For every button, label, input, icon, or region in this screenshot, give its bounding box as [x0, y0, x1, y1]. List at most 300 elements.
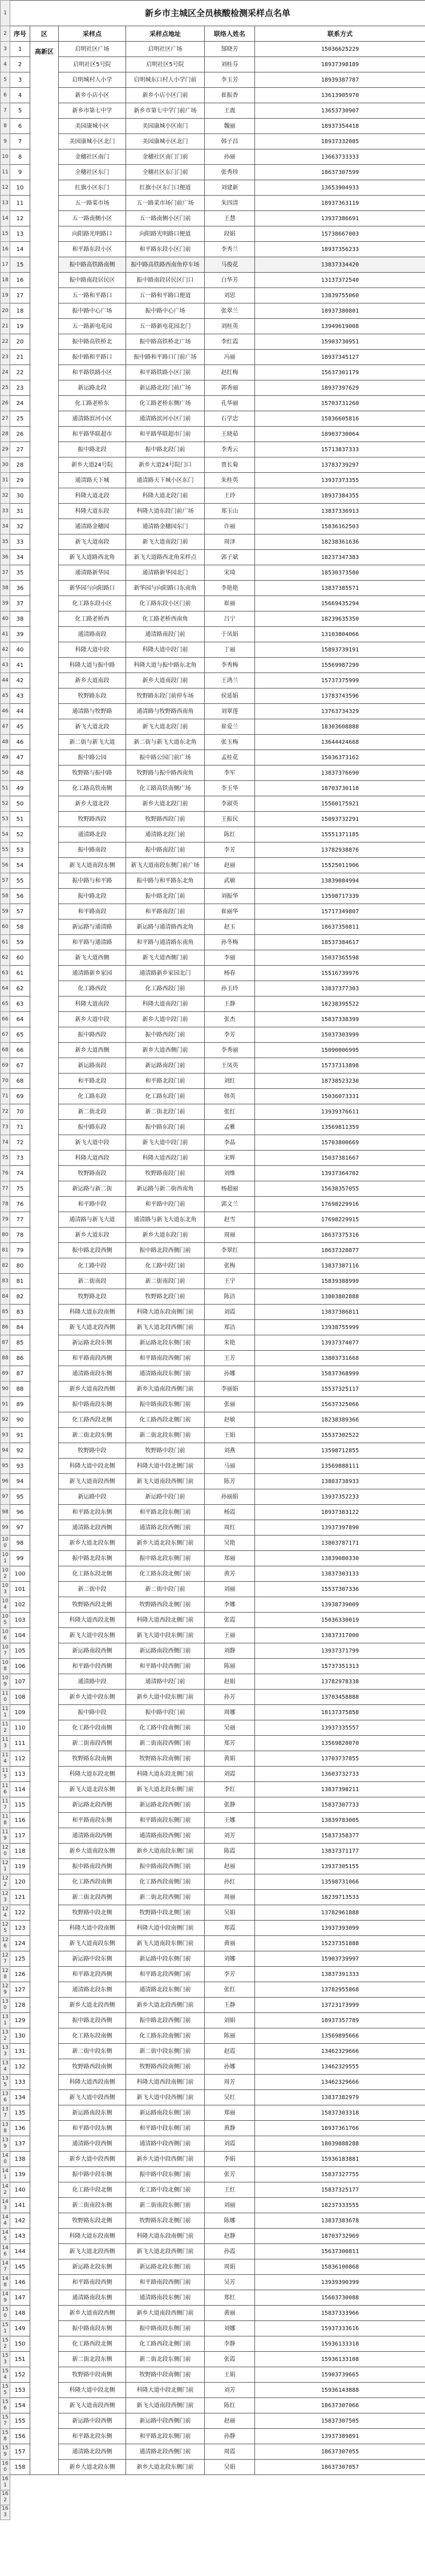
table-row [1, 457, 425, 473]
row-number[interactable]: 69 [1, 1058, 10, 1074]
table-row [1, 1505, 425, 1520]
row-number[interactable]: 102 [1, 1566, 10, 1582]
row-number[interactable]: 30 [1, 457, 10, 473]
table-row [1, 1212, 425, 1228]
address-cell: 和平路铁路小区门前 [126, 365, 205, 380]
row-number[interactable]: 45 [1, 688, 10, 704]
row-number[interactable]: 133 [1, 2044, 10, 2059]
site-cell: 科隆大道西段南侧 [59, 2075, 126, 2090]
row-number[interactable]: 47 [1, 719, 10, 735]
row-number[interactable]: 66 [1, 1012, 10, 1027]
phone-cell: 18303608888 [255, 719, 425, 735]
row-number[interactable]: 149 [1, 2290, 10, 2306]
row-number[interactable]: 152 [1, 2336, 10, 2352]
phone-cell: 13837383678 [255, 2213, 425, 2229]
row-number[interactable]: 35 [1, 534, 10, 550]
row-number[interactable]: 142 [1, 2182, 10, 2198]
row-number[interactable]: 116 [1, 1782, 10, 1797]
address-cell: 和平路华联超市门前 [126, 427, 205, 442]
row-number[interactable]: 122 [1, 1874, 10, 1890]
row-number[interactable]: 63 [1, 966, 10, 981]
row-number[interactable]: 121 [1, 1859, 10, 1874]
row-number[interactable]: 111 [1, 1705, 10, 1720]
table-row [1, 658, 425, 673]
row-number[interactable]: 117 [1, 1797, 10, 1813]
table-row [1, 1520, 425, 1536]
seq-cell: 142 [10, 2213, 30, 2229]
row-number[interactable]: 22 [1, 334, 10, 350]
seq-cell: 146 [10, 2275, 30, 2290]
row-number[interactable]: 25 [1, 380, 10, 396]
table-row [1, 1782, 425, 1797]
row-number[interactable]: 43 [1, 658, 10, 673]
row-number[interactable]: 136 [1, 2090, 10, 2105]
row-number[interactable]: 161 [1, 2475, 10, 2490]
row-number[interactable]: 112 [1, 1720, 10, 1736]
table-row [1, 1921, 425, 1936]
address-cell: 新乡大道24号院门口 [126, 457, 205, 473]
row-number[interactable]: 144 [1, 2213, 10, 2229]
contact-cell: 赵丽 [205, 858, 255, 873]
row-number[interactable]: 129 [1, 1982, 10, 1998]
row-number[interactable]: 134 [1, 2059, 10, 2075]
site-cell: 科隆大道中段北侧 [59, 2383, 126, 2398]
row-number[interactable]: 23 [1, 350, 10, 365]
row-number[interactable]: 92 [1, 1412, 10, 1428]
contact-cell: 刘维 [205, 1166, 255, 1181]
site-cell: 新飞大道路西北角 [59, 550, 126, 565]
address-cell: 新运路南段门前 [126, 1058, 205, 1074]
table-row [1, 1166, 425, 1181]
contact-cell: 陈霞 [205, 1844, 255, 1859]
row-number[interactable]: 146 [1, 2244, 10, 2259]
table-row [1, 411, 425, 427]
row-number[interactable]: 46 [1, 704, 10, 719]
site-cell: 新运路与新二街 [59, 1181, 126, 1197]
row-number[interactable]: 1 [1, 1, 10, 26]
seq-cell: 150 [10, 2336, 30, 2352]
seq-cell: 113 [10, 1767, 30, 1782]
row-number[interactable]: 19 [1, 288, 10, 303]
phone-cell: 15093732291 [255, 812, 425, 827]
row-number[interactable]: 123 [1, 1890, 10, 1905]
contact-cell: 吴丽 [205, 1720, 255, 1736]
row-number[interactable]: 76 [1, 1166, 10, 1181]
row-number[interactable]: 29 [1, 442, 10, 457]
site-cell: 振中路南段居民区 [59, 273, 126, 288]
phone-cell: 17698229915 [255, 1212, 425, 1228]
row-number[interactable]: 83 [1, 1274, 10, 1289]
site-cell: 和平路北段西侧 [59, 1967, 126, 1982]
address-cell: 通清路天下城小区东门 [126, 473, 205, 488]
phone-cell: 13603732733 [255, 1767, 425, 1782]
row-number[interactable]: 98 [1, 1505, 10, 1520]
address-cell: 化工路老桥东侧广场 [126, 396, 205, 411]
row-number[interactable]: 62 [1, 950, 10, 966]
row-number[interactable]: 41 [1, 627, 10, 642]
row-number[interactable]: 100 [1, 1536, 10, 1551]
row-number[interactable]: 38 [1, 581, 10, 596]
row-number[interactable]: 139 [1, 2136, 10, 2152]
row-number[interactable]: 61 [1, 935, 10, 950]
contact-cell: 刘霞 [205, 2136, 255, 2152]
table-row [1, 2105, 425, 2121]
row-number[interactable]: 53 [1, 812, 10, 827]
row-number[interactable]: 115 [1, 1767, 10, 1782]
site-cell: 振中路公园 [59, 750, 126, 765]
row-number[interactable]: 68 [1, 1043, 10, 1058]
phone-cell: 13703737855 [255, 1751, 425, 1767]
row-number[interactable]: 21 [1, 319, 10, 334]
address-cell: 牧野路与振中路西南角 [126, 765, 205, 781]
row-number[interactable]: 130 [1, 1998, 10, 2013]
site-cell: 向阳路光明路口 [59, 226, 126, 242]
address-cell: 通清路新乡家园北门 [126, 966, 205, 981]
contact-cell: 黄芳 [205, 1566, 255, 1582]
row-number[interactable]: 140 [1, 2152, 10, 2167]
row-number[interactable]: 75 [1, 1151, 10, 1166]
contact-cell: 孙娜 [205, 1366, 255, 1382]
row-number[interactable]: 156 [1, 2398, 10, 2413]
phone-cell: 15036373162 [255, 750, 425, 765]
table-row [1, 1951, 425, 1967]
table-row [1, 1720, 425, 1736]
row-number[interactable]: 44 [1, 673, 10, 688]
contact-cell: 武敏 [205, 873, 255, 889]
phone-cell: 13803738933 [255, 1474, 425, 1489]
contact-cell: 王红 [205, 2182, 255, 2198]
contact-cell: 王晓茹 [205, 427, 255, 442]
table-row [1, 2167, 425, 2182]
contact-cell: 赵丽 [205, 2413, 255, 2429]
row-number[interactable]: 54 [1, 827, 10, 843]
row-number[interactable]: 125 [1, 1921, 10, 1936]
table-row [1, 303, 425, 319]
row-number[interactable]: 120 [1, 1844, 10, 1859]
row-number[interactable]: 34 [1, 519, 10, 534]
row-number[interactable]: 119 [1, 1828, 10, 1844]
site-cell: 新二街南段 [59, 1274, 126, 1289]
row-number[interactable]: 79 [1, 1212, 10, 1228]
row-number[interactable]: 99 [1, 1520, 10, 1536]
site-cell: 振中路西段 [59, 1027, 126, 1043]
contact-cell: 郑红 [205, 2290, 255, 2306]
row-number[interactable]: 132 [1, 2028, 10, 2044]
row-number[interactable]: 138 [1, 2121, 10, 2136]
site-cell: 和平路南段西侧 [59, 1351, 126, 1366]
address-cell: 新运路北段东侧门前 [126, 2259, 205, 2275]
row-number[interactable]: 127 [1, 1951, 10, 1967]
row-number[interactable]: 71 [1, 1089, 10, 1104]
row-number[interactable]: 51 [1, 781, 10, 796]
address-cell: 和平路北段门前 [126, 1074, 205, 1089]
row-number[interactable]: 58 [1, 889, 10, 904]
seq-cell: 134 [10, 2090, 30, 2105]
row-number[interactable]: 27 [1, 411, 10, 427]
row-number[interactable]: 18 [1, 273, 10, 288]
row-number[interactable]: 10 [1, 149, 10, 165]
row-number[interactable]: 2 [1, 26, 10, 42]
site-cell: 和平路中段 [59, 1197, 126, 1212]
seq-cell: 48 [10, 765, 30, 781]
row-number[interactable]: 16 [1, 242, 10, 257]
contact-cell: 张秀珍 [205, 165, 255, 180]
row-number[interactable]: 91 [1, 1397, 10, 1412]
contact-cell: 刘红 [205, 1074, 255, 1089]
row-number[interactable]: 95 [1, 1459, 10, 1474]
row-number[interactable]: 57 [1, 873, 10, 889]
row-number[interactable]: 114 [1, 1751, 10, 1767]
row-number[interactable]: 158 [1, 2429, 10, 2444]
row-number[interactable]: 9 [1, 134, 10, 149]
page-title: 新乡市主城区全员核酸检测采样点名单 [10, 1, 425, 26]
site-cell: 新乡大道南段西侧 [59, 1382, 126, 1397]
row-number[interactable]: 96 [1, 1474, 10, 1489]
address-cell: 科隆大道西段南侧门前 [126, 2075, 205, 2090]
site-cell: 美园康城小区北门 [59, 134, 126, 149]
site-cell: 新乡大道中段 [59, 1012, 126, 1027]
row-number[interactable]: 135 [1, 2075, 10, 2090]
address-cell: 新乡大道北段门前 [126, 796, 205, 812]
row-number[interactable]: 162 [1, 2490, 10, 2505]
seq-cell: 26 [10, 427, 30, 442]
row-number[interactable]: 65 [1, 997, 10, 1012]
row-number[interactable]: 72 [1, 1104, 10, 1120]
row-number[interactable]: 159 [1, 2444, 10, 2460]
row-number[interactable]: 7 [1, 103, 10, 119]
contact-cell: 张翠兰 [205, 303, 255, 319]
table-row [1, 1967, 425, 1982]
phone-cell: 13837386811 [255, 1305, 425, 1320]
seq-cell: 156 [10, 2429, 30, 2444]
address-cell: 通清路北段西侧门前 [126, 2444, 205, 2460]
row-number[interactable]: 145 [1, 2229, 10, 2244]
site-cell: 启明城村人小学 [59, 72, 126, 88]
phone-cell: 13663733333 [255, 149, 425, 165]
row-number[interactable]: 24 [1, 365, 10, 380]
row-number[interactable]: 155 [1, 2383, 10, 2398]
contact-cell: 李静 [205, 2336, 255, 2352]
row-number[interactable]: 89 [1, 1366, 10, 1382]
row-number[interactable]: 126 [1, 1936, 10, 1951]
seq-cell: 54 [10, 858, 30, 873]
row-number[interactable]: 88 [1, 1351, 10, 1366]
row-number[interactable]: 157 [1, 2413, 10, 2429]
contact-cell: 刘桂芬 [205, 57, 255, 72]
site-cell: 新乡大道西侧 [59, 1043, 126, 1058]
row-number[interactable]: 55 [1, 843, 10, 858]
row-number[interactable]: 143 [1, 2198, 10, 2213]
row-number[interactable]: 39 [1, 596, 10, 611]
row-number[interactable]: 113 [1, 1736, 10, 1751]
row-number[interactable]: 131 [1, 2013, 10, 2028]
seq-cell: 4 [10, 88, 30, 103]
row-number[interactable]: 13 [1, 196, 10, 211]
seq-cell: 141 [10, 2198, 30, 2213]
row-number[interactable]: 87 [1, 1335, 10, 1351]
table-row [1, 1443, 425, 1459]
address-cell: 新飞大道南段东侧门前 [126, 1936, 205, 1951]
contact-cell: 王宇 [205, 1274, 255, 1289]
row-number[interactable]: 109 [1, 1674, 10, 1690]
row-number[interactable]: 94 [1, 1443, 10, 1459]
contact-cell: 郜晓芳 [205, 42, 255, 57]
row-number[interactable]: 118 [1, 1813, 10, 1828]
phone-cell: 15237351888 [255, 1936, 425, 1951]
contact-cell: 郑丽 [205, 2105, 255, 2121]
row-number[interactable]: 81 [1, 1243, 10, 1258]
row-number[interactable]: 33 [1, 504, 10, 519]
row-number[interactable]: 59 [1, 904, 10, 920]
table-row [1, 1181, 425, 1197]
row-number[interactable]: 147 [1, 2259, 10, 2275]
row-number[interactable]: 82 [1, 1258, 10, 1274]
row-number[interactable]: 52 [1, 796, 10, 812]
row-number[interactable]: 110 [1, 1690, 10, 1705]
site-cell: 科隆大道南段 [59, 997, 126, 1012]
row-number[interactable]: 97 [1, 1489, 10, 1505]
row-number[interactable]: 8 [1, 119, 10, 134]
contact-cell: 刘翠莲 [205, 704, 255, 719]
site-cell: 新飞大道中段 [59, 1135, 126, 1151]
table-row [1, 1705, 425, 1720]
row-number[interactable]: 11 [1, 165, 10, 180]
contact-cell: 刘娟 [205, 2013, 255, 2028]
table-row [1, 72, 425, 88]
phone-cell: 13837336913 [255, 504, 425, 519]
row-number[interactable]: 20 [1, 303, 10, 319]
seq-cell: 96 [10, 1505, 30, 1520]
row-number[interactable]: 64 [1, 981, 10, 997]
contact-cell: 郭子斌 [205, 550, 255, 565]
contact-cell: 冯丽 [205, 350, 255, 365]
row-number[interactable]: 107 [1, 1643, 10, 1659]
site-cell: 化工路西段 [59, 981, 126, 997]
seq-cell: 105 [10, 1643, 30, 1659]
row-number[interactable]: 153 [1, 2352, 10, 2367]
row-number[interactable]: 50 [1, 765, 10, 781]
table-row [1, 196, 425, 211]
row-number[interactable]: 42 [1, 642, 10, 658]
contact-cell: 张杰 [205, 1012, 255, 1027]
seq-cell: 87 [10, 1366, 30, 1382]
address-cell: 和平路中段门前 [126, 1197, 205, 1212]
address-cell: 新运路南段西侧门前 [126, 1643, 205, 1659]
address-cell: 和平路北段西侧门前 [126, 1967, 205, 1982]
row-number[interactable]: 56 [1, 858, 10, 873]
row-number[interactable]: 4 [1, 57, 10, 72]
contact-cell: 周霞 [205, 2444, 255, 2460]
row-number[interactable]: 31 [1, 473, 10, 488]
row-number[interactable]: 103 [1, 1582, 10, 1597]
table-row [1, 1428, 425, 1443]
row-number[interactable]: 128 [1, 1967, 10, 1982]
row-number[interactable]: 90 [1, 1382, 10, 1397]
contact-cell: 宋琦 [205, 565, 255, 581]
row-number[interactable]: 17 [1, 257, 10, 273]
row-number[interactable]: 6 [1, 88, 10, 103]
contact-cell: 王娟 [205, 1428, 255, 1443]
site-cell: 和平路与通清路 [59, 935, 126, 950]
row-number[interactable]: 105 [1, 1613, 10, 1628]
row-number[interactable]: 104 [1, 1597, 10, 1613]
row-number[interactable]: 108 [1, 1659, 10, 1674]
seq-cell: 94 [10, 1474, 30, 1489]
address-cell: 新乡大道南段西侧门前 [126, 2306, 205, 2321]
row-number[interactable]: 3 [1, 42, 10, 57]
seq-cell: 137 [10, 2136, 30, 2152]
row-number[interactable]: 28 [1, 427, 10, 442]
phone-cell: 18637307055 [255, 2444, 425, 2460]
contact-cell: 赵敏 [205, 1412, 255, 1428]
seq-cell: 82 [10, 1289, 30, 1305]
row-number[interactable]: 141 [1, 2167, 10, 2182]
row-number[interactable]: 74 [1, 1135, 10, 1151]
row-number[interactable]: 84 [1, 1289, 10, 1305]
row-number[interactable]: 106 [1, 1628, 10, 1643]
address-cell: 五一路南侧小区门前 [126, 211, 205, 226]
contact-cell: 段娟 [205, 226, 255, 242]
row-number[interactable]: 93 [1, 1428, 10, 1443]
row-number[interactable]: 48 [1, 735, 10, 750]
table-row [1, 257, 425, 273]
row-number[interactable]: 60 [1, 920, 10, 935]
row-number[interactable]: 12 [1, 180, 10, 196]
row-number[interactable]: 85 [1, 1305, 10, 1320]
row-number[interactable]: 101 [1, 1551, 10, 1566]
row-number[interactable]: 77 [1, 1181, 10, 1197]
phone-cell: 15603730088 [255, 2290, 425, 2306]
table-row [1, 1274, 425, 1289]
contact-cell: 吕宁 [205, 611, 255, 627]
table-row [1, 750, 425, 765]
row-number[interactable]: 86 [1, 1320, 10, 1335]
seq-cell: 112 [10, 1751, 30, 1767]
row-number[interactable]: 80 [1, 1228, 10, 1243]
row-number[interactable]: 151 [1, 2321, 10, 2336]
row-number[interactable]: 37 [1, 565, 10, 581]
contact-cell: 王振民 [205, 812, 255, 827]
row-number[interactable]: 15 [1, 226, 10, 242]
row-number[interactable]: 70 [1, 1074, 10, 1089]
address-cell: 新运路与通清路西北角 [126, 920, 205, 935]
table-row [1, 2229, 425, 2244]
row-number[interactable]: 73 [1, 1120, 10, 1135]
row-number[interactable]: 36 [1, 550, 10, 565]
row-number[interactable]: 163 [1, 2505, 10, 2520]
address-cell: 化工路西段北侧门前 [126, 1412, 205, 1428]
row-number[interactable]: 124 [1, 1905, 10, 1921]
row-number[interactable]: 67 [1, 1027, 10, 1043]
row-number[interactable]: 154 [1, 2367, 10, 2383]
seq-cell: 108 [10, 1690, 30, 1705]
seq-cell: 132 [10, 2059, 30, 2075]
row-number[interactable]: 78 [1, 1197, 10, 1212]
row-number[interactable]: 150 [1, 2306, 10, 2321]
row-number[interactable]: 137 [1, 2105, 10, 2121]
row-number[interactable]: 148 [1, 2275, 10, 2290]
row-number[interactable]: 49 [1, 750, 10, 765]
row-number[interactable]: 160 [1, 2460, 10, 2475]
seq-cell: 39 [10, 627, 30, 642]
row-number[interactable]: 32 [1, 488, 10, 504]
row-number[interactable]: 40 [1, 611, 10, 627]
row-number[interactable]: 26 [1, 396, 10, 411]
seq-cell: 91 [10, 1428, 30, 1443]
row-number[interactable]: 14 [1, 211, 10, 226]
row-number[interactable]: 5 [1, 72, 10, 88]
address-cell: 新飞大道中段门前 [126, 1135, 205, 1151]
